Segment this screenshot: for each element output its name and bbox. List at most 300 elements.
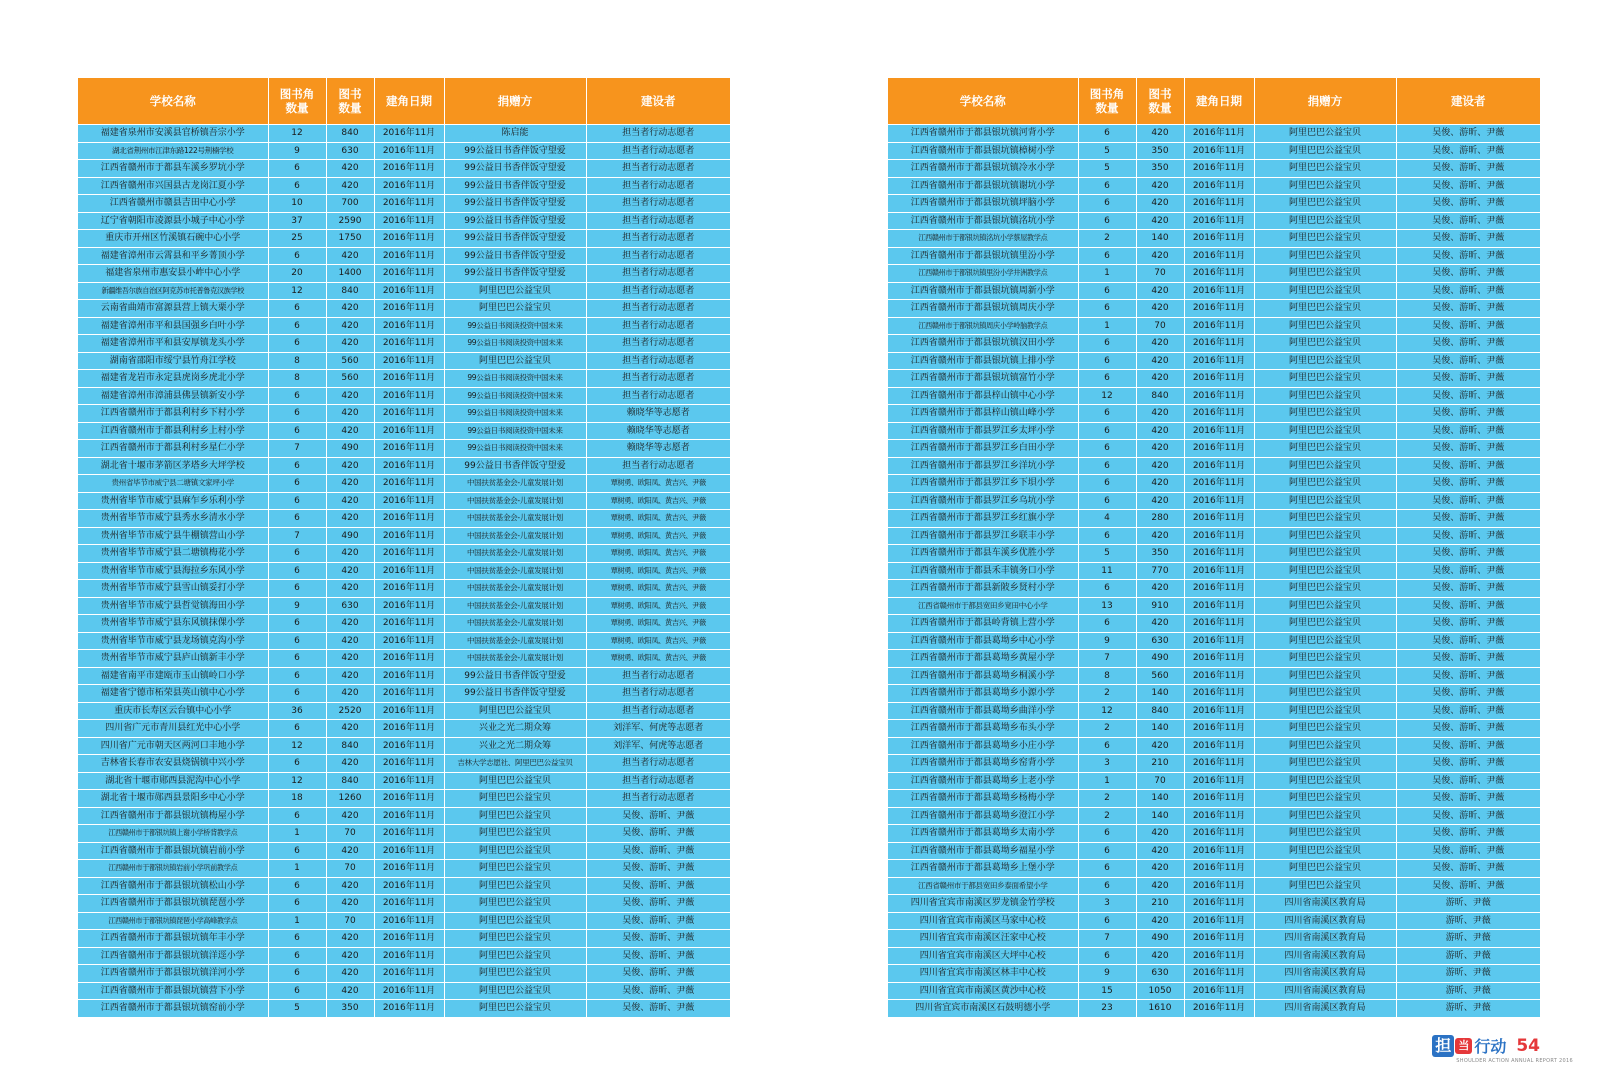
cell-donor: 99公益日书阅读投资中国未来 [444, 440, 586, 458]
cell-school-name: 江西省赣州市于都县梓山镇山峰小学 [888, 405, 1078, 423]
cell-donor: 阿里巴巴公益宝贝 [1254, 545, 1396, 563]
cell-build-date: 2016年11月 [1184, 930, 1254, 948]
cell-builder: 吴俊、游昕、尹薇 [1396, 667, 1540, 685]
cell-school-name: 江西省赣州市于都县银坑镇洋河小学 [78, 965, 268, 983]
table-row [78, 317, 730, 335]
cell-school-name: 江西省赣州市于都县银坑镇坪脑小学 [888, 195, 1078, 213]
right-table-body [888, 125, 1540, 1017]
cell-builder: 游昕、尹薇 [1396, 912, 1540, 930]
table-row [888, 352, 1540, 370]
cell-donor: 兴业之光二期众筹 [444, 737, 586, 755]
cell-book-count: 420 [1136, 247, 1184, 265]
cell-donor: 阿里巴巴公益宝贝 [1254, 475, 1396, 493]
cell-book-count: 420 [326, 930, 374, 948]
cell-donor: 中国扶贫基金会-儿童发展计划 [444, 632, 586, 650]
cell-build-date: 2016年11月 [1184, 912, 1254, 930]
table-row [888, 755, 1540, 773]
cell-school-name: 江西赣州市于都银坑镇上谢小学桥背教学点 [78, 825, 268, 843]
cell-build-date: 2016年11月 [374, 387, 444, 405]
cell-school-name: 江西省赣州市于都县宽田乡宽田中心小学 [888, 597, 1078, 615]
cell-build-date: 2016年11月 [1184, 842, 1254, 860]
cell-donor: 中国扶贫基金会-儿童发展计划 [444, 492, 586, 510]
cell-builder: 覃树勇、欧阳凤、黄吉兴、尹薇 [586, 632, 730, 650]
cell-build-date: 2016年11月 [1184, 475, 1254, 493]
table-row [888, 510, 1540, 528]
cell-builder: 吴俊、游昕、尹薇 [586, 982, 730, 1000]
cell-corner-count: 25 [268, 230, 326, 248]
cell-corner-count: 6 [268, 877, 326, 895]
cell-build-date: 2016年11月 [1184, 702, 1254, 720]
cell-builder: 赖晓华等志愿者 [586, 405, 730, 423]
cell-corner-count: 1 [268, 860, 326, 878]
cell-build-date: 2016年11月 [1184, 597, 1254, 615]
cell-builder: 吴俊、游昕、尹薇 [1396, 282, 1540, 300]
cell-corner-count: 6 [268, 982, 326, 1000]
table-row [78, 1000, 730, 1017]
col-donor: 捐赠方 [444, 78, 586, 125]
cell-corner-count: 6 [268, 405, 326, 423]
table-row [888, 195, 1540, 213]
table-row [888, 335, 1540, 353]
cell-build-date: 2016年11月 [1184, 335, 1254, 353]
cell-corner-count: 9 [1078, 965, 1136, 983]
table-row [78, 282, 730, 300]
cell-book-count: 840 [326, 737, 374, 755]
cell-builder: 游昕、尹薇 [1396, 1000, 1540, 1017]
cell-book-count: 630 [1136, 965, 1184, 983]
cell-school-name: 贵州省毕节市威宁县二塘镇文家坪小学 [78, 475, 268, 493]
cell-donor: 阿里巴巴公益宝贝 [444, 877, 586, 895]
cell-build-date: 2016年11月 [1184, 370, 1254, 388]
cell-corner-count: 6 [268, 335, 326, 353]
cell-school-name: 四川省宜宾市南溪区林丰中心校 [888, 965, 1078, 983]
cell-build-date: 2016年11月 [374, 457, 444, 475]
cell-book-count: 350 [1136, 160, 1184, 178]
cell-builder: 刘洋军、何虎等志愿者 [586, 720, 730, 738]
cell-book-count: 420 [326, 965, 374, 983]
col-builder: 建设者 [586, 78, 730, 125]
cell-corner-count: 2 [1078, 230, 1136, 248]
cell-build-date: 2016年11月 [1184, 720, 1254, 738]
cell-school-name: 四川省宜宾市南溪区罗龙镇金竹学校 [888, 895, 1078, 913]
cell-build-date: 2016年11月 [374, 300, 444, 318]
cell-builder: 吴俊、游昕、尹薇 [1396, 702, 1540, 720]
cell-corner-count: 6 [268, 247, 326, 265]
table-row [888, 422, 1540, 440]
cell-builder: 担当者行动志愿者 [586, 282, 730, 300]
table-row [78, 527, 730, 545]
cell-donor: 中国扶贫基金会-儿童发展计划 [444, 615, 586, 633]
cell-donor: 阿里巴巴公益宝贝 [444, 790, 586, 808]
cell-donor: 阿里巴巴公益宝贝 [1254, 667, 1396, 685]
table-row [888, 317, 1540, 335]
cell-builder: 刘洋军、何虎等志愿者 [586, 737, 730, 755]
cell-build-date: 2016年11月 [374, 597, 444, 615]
cell-build-date: 2016年11月 [1184, 195, 1254, 213]
cell-build-date: 2016年11月 [1184, 440, 1254, 458]
cell-corner-count: 6 [1078, 422, 1136, 440]
cell-corner-count: 6 [1078, 212, 1136, 230]
cell-corner-count: 7 [1078, 930, 1136, 948]
cell-corner-count: 6 [1078, 335, 1136, 353]
cell-donor: 99公益日书香伴饭守望爱 [444, 195, 586, 213]
cell-builder: 担当者行动志愿者 [586, 177, 730, 195]
cell-book-count: 420 [1136, 825, 1184, 843]
cell-book-count: 70 [1136, 265, 1184, 283]
cell-book-count: 1400 [326, 265, 374, 283]
table-row [888, 1000, 1540, 1017]
cell-build-date: 2016年11月 [374, 422, 444, 440]
cell-donor: 阿里巴巴公益宝贝 [1254, 580, 1396, 598]
cell-builder: 吴俊、游昕、尹薇 [1396, 177, 1540, 195]
cell-school-name: 福建省泉州市安溪县官桥镇吾宗小学 [78, 125, 268, 143]
cell-book-count: 420 [1136, 370, 1184, 388]
cell-corner-count: 6 [1078, 370, 1136, 388]
cell-builder: 吴俊、游昕、尹薇 [1396, 370, 1540, 388]
cell-school-name: 江西省赣州市于都县葛坳乡小源小学 [888, 685, 1078, 703]
cell-builder: 吴俊、游昕、尹薇 [1396, 545, 1540, 563]
cell-donor: 阿里巴巴公益宝贝 [444, 282, 586, 300]
cell-book-count: 210 [1136, 755, 1184, 773]
cell-school-name: 福建省南平市建瓯市玉山镇岭口小学 [78, 667, 268, 685]
cell-corner-count: 6 [268, 947, 326, 965]
cell-corner-count: 6 [1078, 860, 1136, 878]
cell-corner-count: 6 [268, 615, 326, 633]
cell-builder: 担当者行动志愿者 [586, 352, 730, 370]
cell-build-date: 2016年11月 [1184, 825, 1254, 843]
cell-school-name: 江西省赣州市于都县葛坳乡杨梅小学 [888, 790, 1078, 808]
cell-builder: 覃树勇、欧阳凤、黄吉兴、尹薇 [586, 492, 730, 510]
table-row [888, 580, 1540, 598]
col-corner-count: 图书角 数量 [1078, 78, 1136, 125]
cell-corner-count: 2 [1078, 720, 1136, 738]
cell-school-name: 江西省赣州市于都县葛坳乡上堡小学 [888, 860, 1078, 878]
cell-book-count: 210 [1136, 895, 1184, 913]
cell-builder: 吴俊、游昕、尹薇 [1396, 685, 1540, 703]
cell-build-date: 2016年11月 [374, 860, 444, 878]
cell-build-date: 2016年11月 [374, 562, 444, 580]
col-corner-count: 图书角 数量 [268, 78, 326, 125]
cell-donor: 阿里巴巴公益宝贝 [1254, 790, 1396, 808]
cell-build-date: 2016年11月 [374, 212, 444, 230]
cell-build-date: 2016年11月 [374, 125, 444, 143]
cell-build-date: 2016年11月 [374, 702, 444, 720]
table-row [78, 912, 730, 930]
table-row [78, 615, 730, 633]
cell-builder: 吴俊、游昕、尹薇 [586, 842, 730, 860]
table-row [78, 440, 730, 458]
cell-book-count: 420 [1136, 282, 1184, 300]
cell-book-count: 420 [326, 947, 374, 965]
cell-builder: 吴俊、游昕、尹薇 [1396, 650, 1540, 668]
cell-builder: 覃树勇、欧阳凤、黄吉兴、尹薇 [586, 615, 730, 633]
table-row [888, 615, 1540, 633]
table-row [888, 860, 1540, 878]
table-row [78, 702, 730, 720]
cell-school-name: 江西省赣州市于都县葛坳乡澄江小学 [888, 807, 1078, 825]
cell-school-name: 重庆市长寿区云台镇中心小学 [78, 702, 268, 720]
cell-school-name: 江西省赣州市于都县梓山镇中心小学 [888, 387, 1078, 405]
table-row [78, 492, 730, 510]
cell-build-date: 2016年11月 [374, 527, 444, 545]
cell-school-name: 江西省赣州市于都县宽田乡泰面希望小学 [888, 877, 1078, 895]
cell-school-name: 江西赣州市于都银坑镇里汾小学井洲教学点 [888, 265, 1078, 283]
cell-book-count: 420 [326, 720, 374, 738]
cell-build-date: 2016年11月 [374, 667, 444, 685]
cell-builder: 吴俊、游昕、尹薇 [586, 877, 730, 895]
cell-corner-count: 6 [268, 177, 326, 195]
cell-corner-count: 5 [1078, 160, 1136, 178]
cell-builder: 担当者行动志愿者 [586, 387, 730, 405]
cell-book-count: 420 [1136, 335, 1184, 353]
cell-builder: 担当者行动志愿者 [586, 370, 730, 388]
table-row [888, 737, 1540, 755]
table-row [78, 982, 730, 1000]
cell-school-name: 贵州省毕节市威宁县哲觉镇海田小学 [78, 597, 268, 615]
table-row [78, 265, 730, 283]
cell-corner-count: 12 [268, 772, 326, 790]
cell-builder: 担当者行动志愿者 [586, 772, 730, 790]
table-row [888, 807, 1540, 825]
cell-book-count: 420 [1136, 842, 1184, 860]
cell-school-name: 江西省赣州市于都县葛坳乡布头小学 [888, 720, 1078, 738]
cell-book-count: 420 [326, 405, 374, 423]
cell-corner-count: 6 [268, 422, 326, 440]
cell-builder: 游昕、尹薇 [1396, 965, 1540, 983]
table-row [78, 632, 730, 650]
cell-school-name: 江西省赣州市于都县葛坳乡上老小学 [888, 772, 1078, 790]
cell-corner-count: 6 [1078, 405, 1136, 423]
cell-builder: 吴俊、游昕、尹薇 [1396, 615, 1540, 633]
table-row [888, 930, 1540, 948]
cell-school-name: 贵州省毕节市威宁县雪山镇妥打小学 [78, 580, 268, 598]
cell-build-date: 2016年11月 [374, 685, 444, 703]
cell-donor: 中国扶贫基金会-儿童发展计划 [444, 475, 586, 493]
col-donor: 捐赠方 [1254, 78, 1396, 125]
table-row [78, 142, 730, 160]
cell-corner-count: 6 [268, 580, 326, 598]
cell-builder: 覃树勇、欧阳凤、黄吉兴、尹薇 [586, 545, 730, 563]
cell-builder: 覃树勇、欧阳凤、黄吉兴、尹薇 [586, 527, 730, 545]
cell-donor: 阿里巴巴公益宝贝 [1254, 440, 1396, 458]
cell-builder: 吴俊、游昕、尹薇 [586, 807, 730, 825]
cell-school-name: 江西省赣州市于都县葛坳乡小庄小学 [888, 737, 1078, 755]
cell-build-date: 2016年11月 [1184, 125, 1254, 143]
cell-build-date: 2016年11月 [374, 177, 444, 195]
cell-build-date: 2016年11月 [374, 230, 444, 248]
cell-donor: 阿里巴巴公益宝贝 [1254, 457, 1396, 475]
cell-corner-count: 6 [1078, 247, 1136, 265]
cell-builder: 吴俊、游昕、尹薇 [1396, 387, 1540, 405]
cell-book-count: 350 [1136, 142, 1184, 160]
cell-school-name: 江西省赣州市于都县银坑镇周庆小学 [888, 300, 1078, 318]
cell-builder: 赖晓华等志愿者 [586, 422, 730, 440]
cell-corner-count: 6 [268, 720, 326, 738]
table-row [78, 212, 730, 230]
cell-donor: 99公益日书阅读投资中国未来 [444, 405, 586, 423]
cell-donor: 阿里巴巴公益宝贝 [1254, 317, 1396, 335]
cell-build-date: 2016年11月 [1184, 580, 1254, 598]
cell-school-name: 福建省宁德市柘荣县英山镇中心小学 [78, 685, 268, 703]
cell-build-date: 2016年11月 [1184, 562, 1254, 580]
table-row [888, 545, 1540, 563]
cell-builder: 担当者行动志愿者 [586, 685, 730, 703]
table-row [78, 860, 730, 878]
cell-school-name: 江西省赣州市于都县罗江乡下垻小学 [888, 475, 1078, 493]
cell-book-count: 420 [326, 807, 374, 825]
cell-donor: 中国扶贫基金会-儿童发展计划 [444, 527, 586, 545]
cell-donor: 阿里巴巴公益宝贝 [444, 807, 586, 825]
table-row [78, 405, 730, 423]
cell-school-name: 江西省赣州市于都县银坑镇上排小学 [888, 352, 1078, 370]
cell-corner-count: 6 [268, 300, 326, 318]
col-builder: 建设者 [1396, 78, 1540, 125]
cell-donor: 阿里巴巴公益宝贝 [1254, 177, 1396, 195]
cell-donor: 阿里巴巴公益宝贝 [444, 860, 586, 878]
cell-build-date: 2016年11月 [1184, 230, 1254, 248]
cell-donor: 阿里巴巴公益宝贝 [1254, 265, 1396, 283]
cell-donor: 阿里巴巴公益宝贝 [1254, 562, 1396, 580]
cell-build-date: 2016年11月 [374, 160, 444, 178]
cell-school-name: 江西赣州市于都银坑镇洺坑小学蔡屋教学点 [888, 230, 1078, 248]
cell-book-count: 420 [326, 335, 374, 353]
table-row [888, 597, 1540, 615]
cell-book-count: 420 [1136, 737, 1184, 755]
table-row [888, 440, 1540, 458]
cell-corner-count: 15 [1078, 982, 1136, 1000]
cell-build-date: 2016年11月 [374, 370, 444, 388]
cell-corner-count: 6 [268, 632, 326, 650]
cell-school-name: 江西省赣州市于都县车溪乡优胜小学 [888, 545, 1078, 563]
cell-corner-count: 6 [1078, 282, 1136, 300]
cell-book-count: 420 [326, 580, 374, 598]
cell-corner-count: 36 [268, 702, 326, 720]
cell-donor: 99公益日书香伴饭守望爱 [444, 177, 586, 195]
cell-corner-count: 2 [1078, 790, 1136, 808]
cell-school-name: 辽宁省朝阳市凌源县小城子中心小学 [78, 212, 268, 230]
cell-donor: 阿里巴巴公益宝贝 [444, 982, 586, 1000]
cell-builder: 吴俊、游昕、尹薇 [1396, 825, 1540, 843]
cell-build-date: 2016年11月 [1184, 282, 1254, 300]
cell-corner-count: 6 [1078, 527, 1136, 545]
cell-corner-count: 20 [268, 265, 326, 283]
table-row [78, 457, 730, 475]
cell-builder: 吴俊、游昕、尹薇 [1396, 790, 1540, 808]
cell-build-date: 2016年11月 [374, 265, 444, 283]
cell-corner-count: 6 [1078, 300, 1136, 318]
cell-corner-count: 6 [1078, 492, 1136, 510]
cell-book-count: 420 [1136, 475, 1184, 493]
cell-builder: 担当者行动志愿者 [586, 212, 730, 230]
cell-book-count: 420 [1136, 492, 1184, 510]
cell-school-name: 江西省赣州市于都县利村乡下村小学 [78, 405, 268, 423]
cell-book-count: 420 [326, 387, 374, 405]
cell-school-name: 江西省赣州市于都县罗江乡太坪小学 [888, 422, 1078, 440]
cell-school-name: 贵州省毕节市威宁县麻乍乡乐利小学 [78, 492, 268, 510]
table-row [78, 737, 730, 755]
cell-school-name: 四川省宜宾市南溪区石鼓明德小学 [888, 1000, 1078, 1017]
table-row [78, 195, 730, 213]
cell-book-count: 420 [326, 317, 374, 335]
cell-donor: 阿里巴巴公益宝贝 [1254, 142, 1396, 160]
table-row [888, 947, 1540, 965]
cell-book-count: 420 [326, 160, 374, 178]
cell-corner-count: 6 [1078, 177, 1136, 195]
cell-book-count: 420 [326, 632, 374, 650]
cell-school-name: 江西省赣州市于都县罗江乡联丰小学 [888, 527, 1078, 545]
cell-donor: 阿里巴巴公益宝贝 [1254, 702, 1396, 720]
cell-builder: 吴俊、游昕、尹薇 [1396, 807, 1540, 825]
table-row [888, 685, 1540, 703]
table-row [78, 335, 730, 353]
cell-donor: 阿里巴巴公益宝贝 [444, 825, 586, 843]
cell-corner-count: 11 [1078, 562, 1136, 580]
cell-donor: 阿里巴巴公益宝贝 [1254, 352, 1396, 370]
cell-book-count: 420 [1136, 527, 1184, 545]
cell-donor: 99公益日书香伴饭守望爱 [444, 265, 586, 283]
cell-builder: 吴俊、游昕、尹薇 [1396, 527, 1540, 545]
cell-donor: 阿里巴巴公益宝贝 [1254, 230, 1396, 248]
cell-build-date: 2016年11月 [1184, 807, 1254, 825]
cell-corner-count: 6 [1078, 737, 1136, 755]
cell-corner-count: 6 [268, 545, 326, 563]
cell-corner-count: 6 [268, 842, 326, 860]
cell-donor: 四川省南溪区教育局 [1254, 982, 1396, 1000]
cell-school-name: 湖北省十堰市郧西县景阳乡中心小学 [78, 790, 268, 808]
cell-book-count: 420 [326, 650, 374, 668]
cell-book-count: 420 [1136, 422, 1184, 440]
cell-school-name: 江西省赣州市于都县车溪乡罗坑小学 [78, 160, 268, 178]
cell-build-date: 2016年11月 [374, 615, 444, 633]
cell-builder: 吴俊、游昕、尹薇 [1396, 440, 1540, 458]
cell-donor: 阿里巴巴公益宝贝 [444, 912, 586, 930]
cell-donor: 阿里巴巴公益宝贝 [1254, 772, 1396, 790]
cell-corner-count: 7 [268, 527, 326, 545]
cell-school-name: 江西省赣州市于都县银坑镇樟树小学 [888, 142, 1078, 160]
cell-school-name: 江西省赣州市于都县银坑镇松山小学 [78, 877, 268, 895]
cell-build-date: 2016年11月 [374, 650, 444, 668]
cell-build-date: 2016年11月 [1184, 142, 1254, 160]
cell-donor: 四川省南溪区教育局 [1254, 895, 1396, 913]
cell-donor: 四川省南溪区教育局 [1254, 912, 1396, 930]
cell-book-count: 420 [1136, 580, 1184, 598]
table-row [888, 247, 1540, 265]
cell-builder: 吴俊、游昕、尹薇 [1396, 335, 1540, 353]
cell-donor: 阿里巴巴公益宝贝 [1254, 527, 1396, 545]
cell-corner-count: 37 [268, 212, 326, 230]
cell-school-name: 江西省赣州市兴国县古龙岗江夏小学 [78, 177, 268, 195]
cell-donor: 中国扶贫基金会-儿童发展计划 [444, 650, 586, 668]
cell-build-date: 2016年11月 [1184, 177, 1254, 195]
table-row [888, 230, 1540, 248]
cell-donor: 99公益日书香伴饭守望爱 [444, 142, 586, 160]
table-row [888, 387, 1540, 405]
cell-book-count: 420 [326, 562, 374, 580]
table-row [78, 597, 730, 615]
cell-builder: 担当者行动志愿者 [586, 667, 730, 685]
cell-book-count: 420 [1136, 860, 1184, 878]
cell-book-count: 420 [1136, 457, 1184, 475]
table-row [888, 300, 1540, 318]
cell-book-count: 840 [326, 125, 374, 143]
cell-builder: 吴俊、游昕、尹薇 [1396, 720, 1540, 738]
cell-corner-count: 6 [268, 510, 326, 528]
cell-book-count: 420 [1136, 212, 1184, 230]
cell-corner-count: 5 [268, 1000, 326, 1017]
cell-school-name: 江西省赣州市于都县银坑镇年丰小学 [78, 930, 268, 948]
cell-book-count: 140 [1136, 230, 1184, 248]
cell-book-count: 420 [1136, 352, 1184, 370]
